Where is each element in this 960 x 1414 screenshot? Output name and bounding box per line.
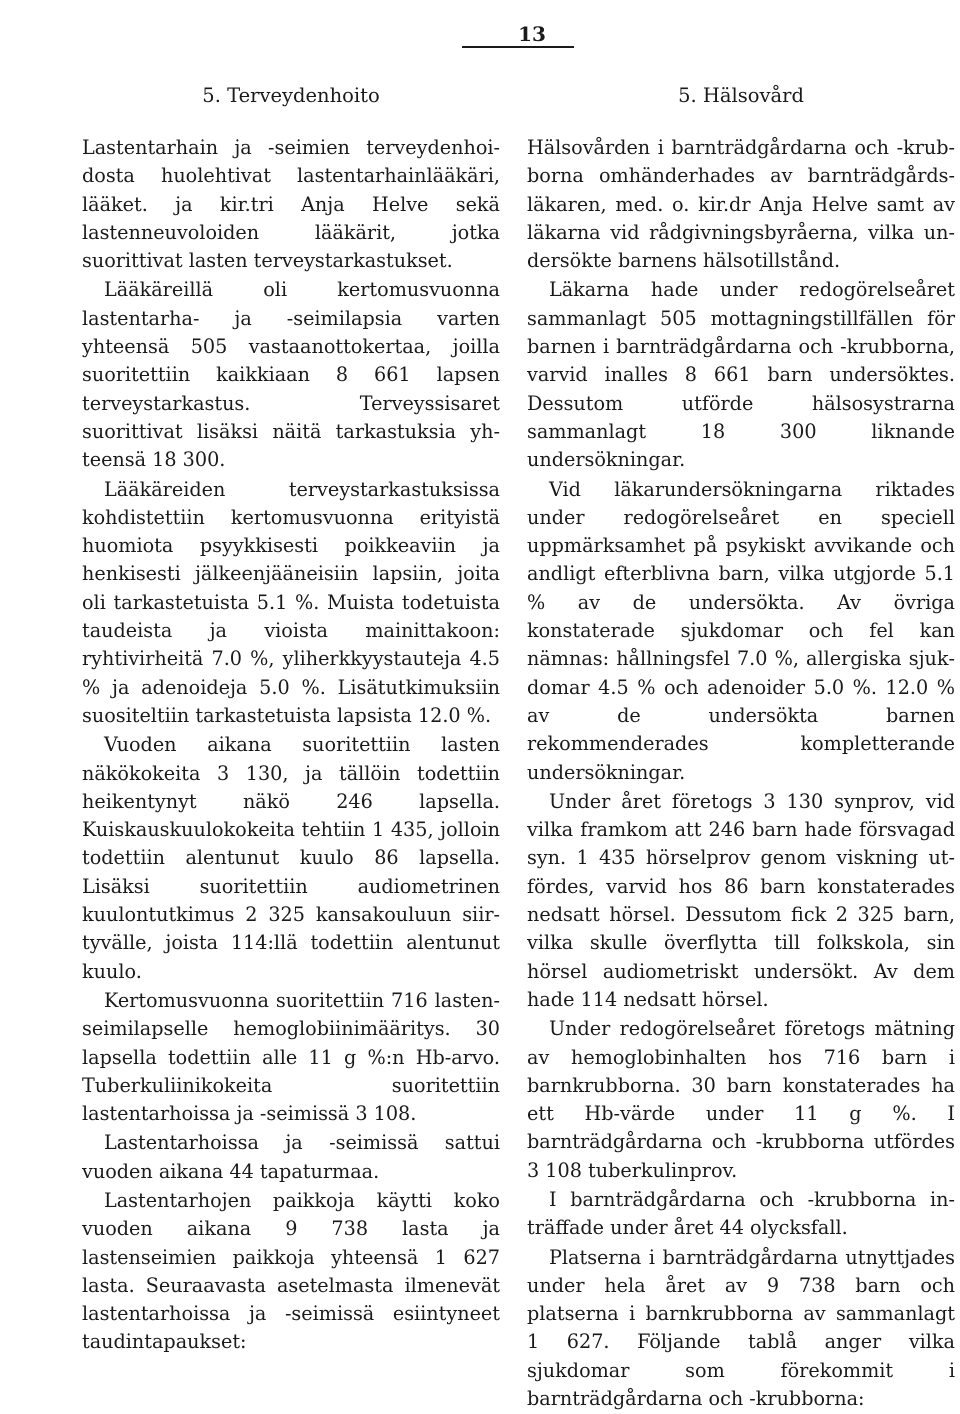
finnish-column (82, 82, 500, 1358)
swedish-paragraph-4: Under året företogs 3 130 synprov, vid vilka framkom att 246 barn hade försvagad syn. 1 435 hörselprov genom viskning utfördes, varvid hos 86 barn konstaterades nedsatt hörsel. Dessutom fick 2 325 barn, vilka skulle överflytta till folkskola, sin hörsel audiometriskt undersökt. Av dem hade 114 nedsatt hörsel. (527, 789, 955, 1011)
swedish-column (527, 82, 955, 1414)
swedish-paragraph-6: I barnträdgårdarna och -krubborna inträffade under året 44 olycksfall. (527, 1187, 955, 1240)
finnish-paragraph-4: Vuoden aikana suoritettiin lasten näkökokeita 3 130, ja tällöin todettiin heikentynyt näkö 246 lapsella. Kuiskauskuulokokeita tehtiin 1 435, jolloin todettiin alentunut kuulo 86 lapsella. Lisäksi suoritettiin audiometrinen kuulontutkimus 2 325 kansakouluun siirtyvälle, joista 114:llä todettiin alentunut kuulo. (82, 733, 500, 983)
header-rule (462, 46, 574, 48)
finnish-paragraph-5: Kertomusvuonna suoritettiin 716 lastenseimilapselle hemoglobiinimääritys. 30 lapsella todettiin alle 11 g %:n Hb-arvo. Tuberkuliinikokeita suoritettiin lastentarhoissa ja -seimissä 3 108. (82, 988, 500, 1126)
finnish-paragraph-3: Lääkäreiden terveystarkastuksissa kohdistettiin kertomusvuonna erityistä huomiota psyykkisesti poikkeaviin ja henkisesti jälkeenjääneisiin lapsiin, joita oli tarkastetuista 5.1 %. Muista todetuista taudeista ja vioista mainittakoon: ryhtivirheitä 7.0 %, yliherkkyystauteja 4.5 % ja adenoideja 5.0 %. Lisätutkimuksiin suositeltiin tarkastetuista lapsista 12.0 %. (82, 477, 500, 727)
finnish-paragraph-1: Lastentarhain ja -seimien terveydenhoidosta huolehtivat lastentarhainlääkäri, lääket. ja kir.tri Anja Helve sekä lastenneuvoloiden lääkärit, jotka suorittivat lasten terveystarkastukset. (82, 136, 500, 273)
finnish-section-title: 5. Terveydenhoito (202, 84, 380, 107)
swedish-paragraph-3: Vid läkarundersökningarna riktades under redogörelseåret en speciell uppmärksamhet på psykiskt avvikande och andligt efterblivna barn, vilka utgjorde 5.1 % av de undersökta. Av övriga konstaterade sjukdomar och fel kan nämnas: hållningsfel 7.0 %, allergiska sjukdomar 4.5 % och adenoider 5.0 %. 12.0 % av de undersökta barnen rekommenderades kompletterande undersökningar. (527, 477, 955, 784)
swedish-paragraph-7: Platserna i barnträdgårdarna utnyttjades under hela året av 9 738 barn och platserna i barnkrubborna av sammanlagt 1 627. Följande tablå anger vilka sjukdomar som förekommit i barnträdgårdarna och -krubborna: (527, 1245, 955, 1411)
swedish-section-title: 5. Hälsovård (678, 84, 804, 107)
swedish-paragraph-1: Hälsovården i barnträdgårdarna och -krubborna omhänderhades av barnträdgårdsläkaren, med. o. kir.dr Anja Helve samt av läkarna vid rådgivningsbyråerna, vilka undersökte barnens hälsotillstånd. (527, 136, 955, 273)
page-number: 13 (518, 22, 546, 46)
swedish-paragraph-5: Under redogörelseåret företogs mätning av hemoglobinhalten hos 716 barn i barnkrubborna. 30 barn konstaterades ha ett Hb-värde under 11 g %. I barnträdgårdarna och -krubborna utfördes 3 108 tuberkulinprov. (527, 1017, 955, 1182)
finnish-paragraph-7: Lastentarhojen paikkoja käytti koko vuoden aikana 9 738 lasta ja lastenseimien paikkoja yhteensä 1 627 lasta. Seuraavasta asetelmasta ilmenevät lastentarhoissa ja -seimissä esiintyneet taudintapaukset: (82, 1188, 500, 1354)
finnish-paragraph-6: Lastentarhoissa ja -seimissä sattui vuoden aikana 44 tapaturmaa. (82, 1131, 500, 1183)
finnish-paragraph-2: Lääkäreillä oli kertomusvuonna lastentarha- ja -seimilapsia varten yhteensä 505 vastaanottokertaa, joilla suoritettiin kaikkiaan 8 661 lapsen terveystarkastus. Terveyssisaret suorittivat lisäksi näitä tarkastuksia yhteensä 18 300. (82, 278, 500, 472)
swedish-paragraph-2: Läkarna hade under redogörelseåret sammanlagt 505 mottagningstillfällen för barnen i barnträdgårdarna och -krubborna, varvid inalles 8 661 barn undersöktes. Dessutom utförde hälsosystrarna sammanlagt 18 300 liknande undersökningar. (527, 278, 955, 472)
